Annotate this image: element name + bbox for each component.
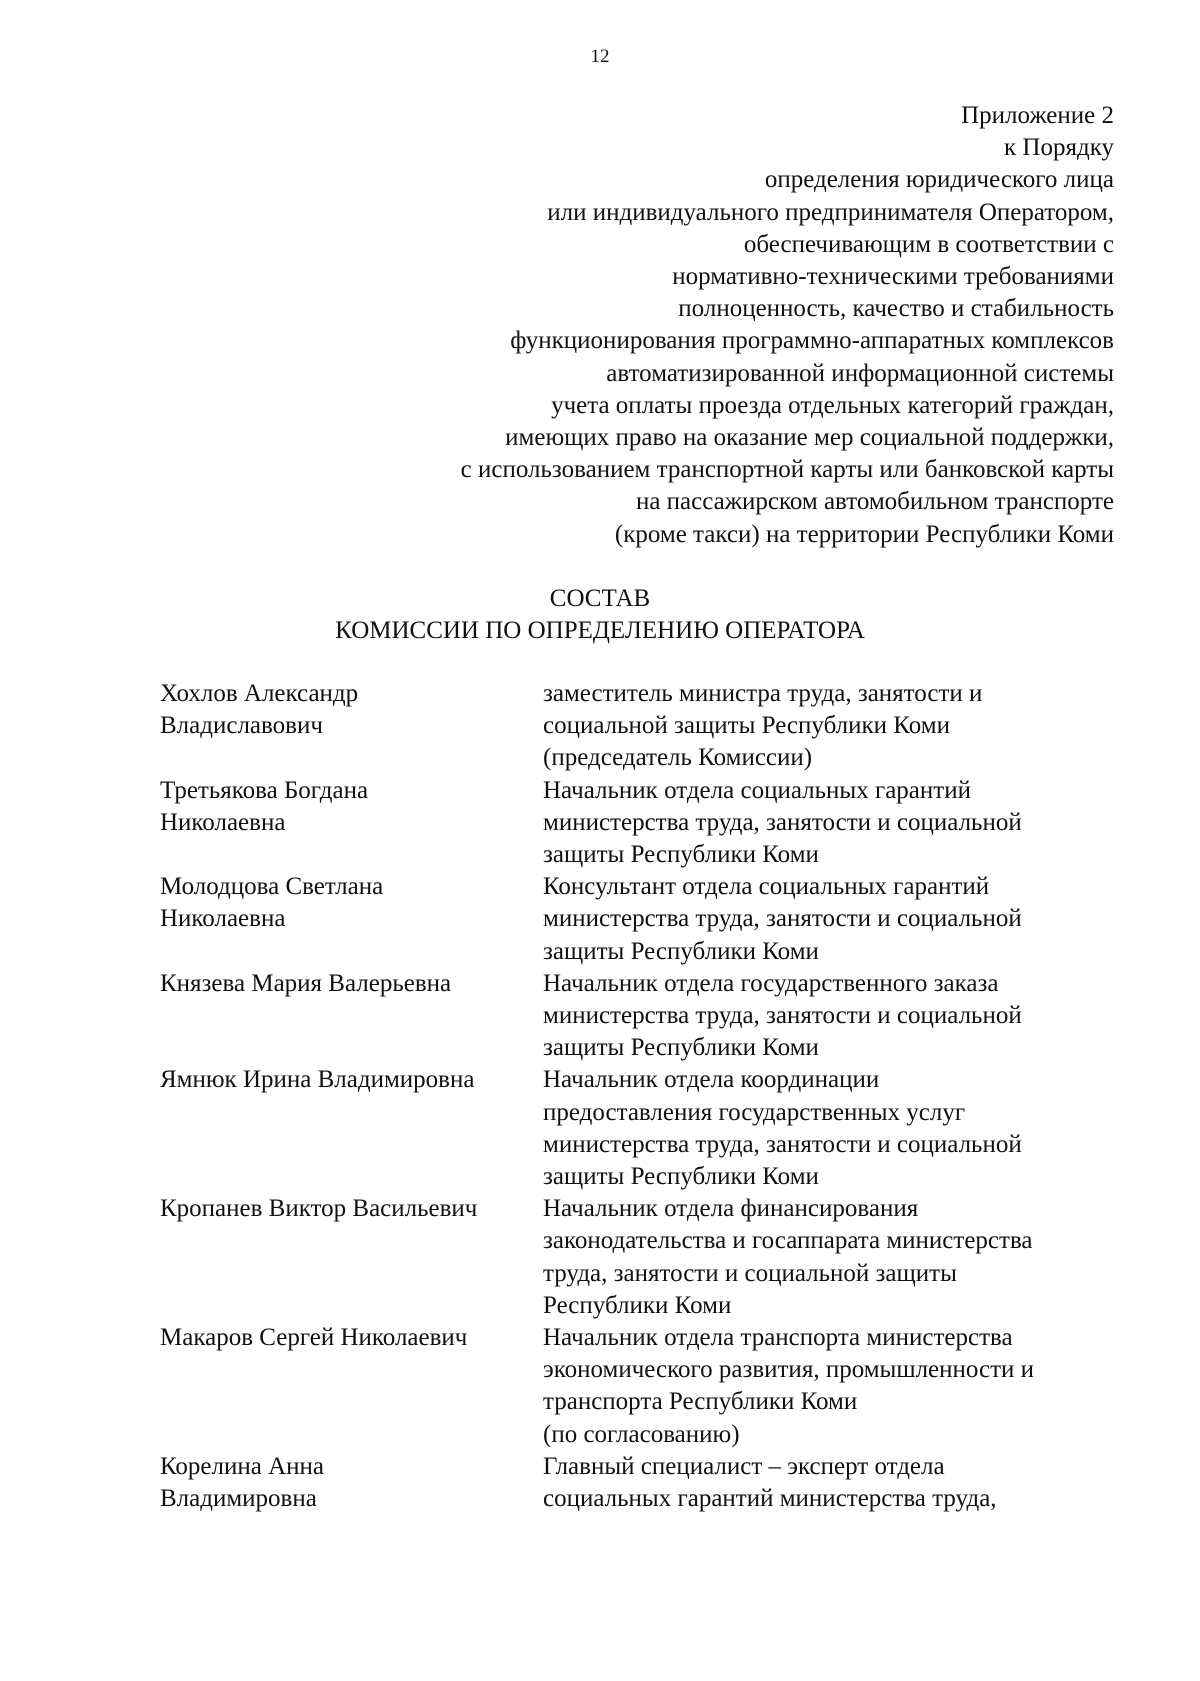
member-row — [160, 968, 1120, 1065]
member-name — [160, 775, 543, 872]
title-line-1: СОСТАВ — [549, 585, 651, 612]
appendix-line: учета оплаты проезда отдельных категорий граждан, — [551, 391, 1114, 419]
member-position-line: Главный специалист – эксперт отдела — [543, 1452, 945, 1480]
member-position-line: защиты Республики Коми — [543, 937, 819, 965]
member-row — [160, 871, 1120, 968]
member-row — [160, 1064, 1120, 1193]
member-name — [160, 1193, 543, 1322]
commission-members-list — [160, 678, 1120, 1515]
member-position-line: защиты Республики Коми — [543, 841, 819, 869]
member-position-line: министерства труда, занятости и социальной — [543, 808, 1022, 836]
member-name-line: Николаевна — [160, 808, 286, 836]
member-name — [160, 968, 543, 1065]
member-row — [160, 1322, 1120, 1451]
member-name-line: Молодцова Светлана — [160, 873, 384, 901]
member-name-line: Ямнюк Ирина Владимировна — [160, 1066, 475, 1094]
appendix-header — [214, 100, 1114, 551]
member-position-line: Начальник отдела социальных гарантий — [543, 776, 971, 804]
member-position-line: Начальник отдела государственного заказа — [543, 969, 999, 997]
member-name — [160, 1064, 543, 1193]
member-name-line: Николаевна — [160, 905, 286, 933]
member-position — [543, 775, 1120, 872]
member-position — [543, 1451, 1120, 1515]
member-row — [160, 678, 1120, 775]
member-position-line: защиты Республики Коми — [543, 1163, 819, 1191]
member-position-line: защиты Республики Коми — [543, 1034, 819, 1062]
title-line-2: КОМИССИИ ПО ОПРЕДЕЛЕНИЮ ОПЕРАТОРА — [335, 617, 865, 644]
appendix-line: полноценность, качество и стабильность — [678, 295, 1114, 323]
member-name-line: Корелина Анна — [160, 1452, 325, 1480]
appendix-line: определения юридического лица — [764, 166, 1114, 194]
member-position-line: Начальник отдела финансирования — [543, 1195, 919, 1223]
member-row — [160, 1451, 1120, 1515]
appendix-line: или индивидуального предпринимателя Оператором, — [547, 198, 1114, 226]
member-position-line: экономического развития, промышленности и — [543, 1356, 1035, 1384]
member-position — [543, 1064, 1120, 1193]
appendix-line: к Порядку — [1004, 134, 1114, 162]
appendix-line: имеющих право на оказание мер социальной поддержки, — [505, 424, 1114, 452]
member-position-line: социальной защиты Республики Коми — [543, 712, 950, 740]
member-position-line: заместитель министра труда, занятости и — [543, 680, 983, 707]
appendix-line: на пассажирском автомобильном транспорте — [635, 488, 1114, 516]
member-position-line: социальных гарантий министерства труда, — [543, 1485, 997, 1513]
member-position — [543, 1322, 1120, 1451]
member-row — [160, 775, 1120, 872]
member-name — [160, 1451, 543, 1515]
member-name-line: Хохлов Александр — [160, 680, 359, 707]
member-position-line: министерства труда, занятости и социальной — [543, 1002, 1022, 1030]
member-name — [160, 1322, 543, 1451]
member-position-line: транспорта Республики Коми — [543, 1388, 858, 1416]
appendix-line: с использованием транспортной карты или банковской карты — [460, 456, 1114, 484]
member-position-line: Начальник отдела координации — [543, 1066, 880, 1094]
member-position — [543, 968, 1120, 1065]
member-name-line: Владимировна — [160, 1485, 317, 1513]
page-number: 12 — [590, 46, 610, 67]
member-position — [543, 871, 1120, 968]
member-position-line: министерства труда, занятости и социальной — [543, 1130, 1022, 1158]
member-position-line: (по согласованию) — [543, 1420, 740, 1448]
member-position-line: Консультант отдела социальных гарантий — [543, 873, 990, 901]
appendix-line: (кроме такси) на территории Республики Коми — [614, 520, 1114, 548]
appendix-line: автоматизированной информационной системы — [606, 359, 1114, 387]
member-name-line: Кропанев Виктор Васильевич — [160, 1195, 478, 1223]
member-name — [160, 678, 543, 775]
member-position-line: Республики Коми — [543, 1291, 732, 1319]
appendix-line: обеспечивающим в соответствии с — [743, 230, 1114, 258]
member-position-line: министерства труда, занятости и социальной — [543, 905, 1022, 933]
member-name-line: Макаров Сергей Николаевич — [160, 1324, 468, 1352]
member-name — [160, 871, 543, 968]
member-position-line: законодательства и госаппарата министерства — [543, 1227, 1033, 1255]
appendix-line: Приложение 2 — [961, 102, 1114, 129]
document-title — [0, 583, 1200, 647]
member-name-line: Владиславович — [160, 712, 323, 740]
member-name-line: Князева Мария Валерьевна — [160, 969, 452, 997]
member-name-line: Третьякова Богдана — [160, 776, 369, 804]
member-position-line: труда, занятости и социальной защиты — [543, 1259, 957, 1287]
member-position-line: (председатель Комиссии) — [543, 744, 813, 772]
member-position — [543, 1193, 1120, 1322]
member-position-line: предоставления государственных услуг — [543, 1098, 966, 1126]
member-position-line: Начальник отдела транспорта министерства — [543, 1324, 1013, 1352]
member-row — [160, 1193, 1120, 1322]
appendix-line: функционирования программно-аппаратных комплексов — [510, 327, 1114, 355]
appendix-line: нормативно-техническими требованиями — [672, 263, 1114, 291]
member-position — [543, 678, 1120, 775]
